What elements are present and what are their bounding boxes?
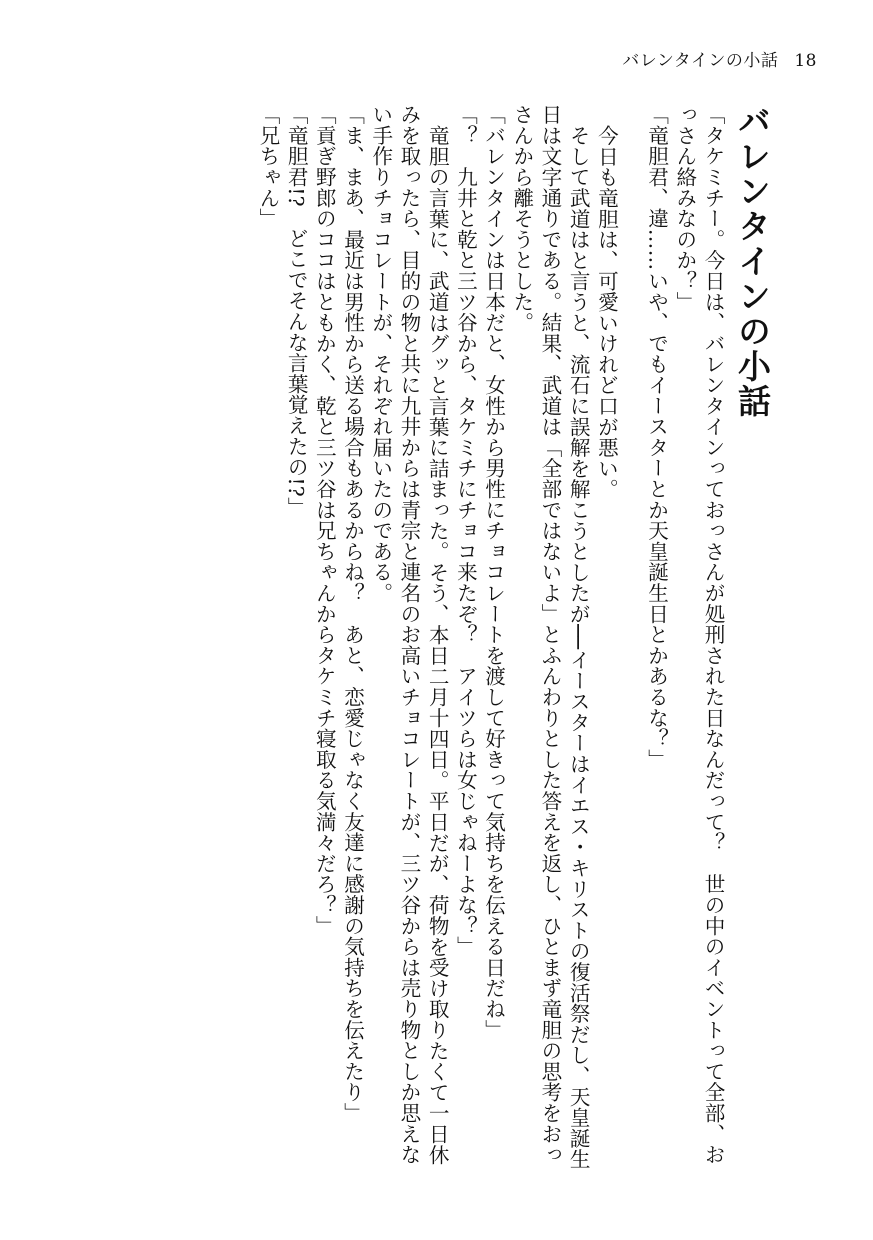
narration-paragraph: 竜胆の言葉に、武道はグッと言葉に詰まった。そう、本日二月十四日。平日だが、荷物を受け取りたくて一日休みを取ったら、目的の物と共に九井からは青宗と連名のお高いチョコレートが、三ツ谷からは売り物としか思えない手作りチョコレートが、それぞれ届いたのである。 [368, 104, 450, 1165]
running-header [622, 46, 817, 71]
dialogue-paragraph: 「バレンタインは日本だと、女性から男性にチョコレートを渡して好きって気持ちを伝える日だね」 [481, 104, 506, 1040]
dialogue-paragraph: 「貢ぎ野郎のココはともかく、乾と三ツ谷は兄ちゃんからタケミチ寝取る気満々だろ？」 [312, 104, 337, 936]
header-title: バレンタインの小話 [622, 51, 779, 71]
narration-paragraph: 今日も竜胆は、可愛いけれど口が悪い。 [594, 124, 619, 499]
dialogue-paragraph: 「竜胆君!? どこでそんな言葉覚えたの!?」 [284, 104, 309, 518]
page-number: 18 [794, 51, 817, 71]
dialogue-paragraph: 「タケミチー。今日は、バレンタインっておっさんが処刑された日なんだって？ 世の中のイベントって全部、おっさん絡みなのか？」 [672, 104, 725, 1165]
chapter-title: バレンタインの小話 [733, 104, 772, 419]
dialogue-paragraph: 「ま、まあ、最近は男性から送る場合もあるからね？ あと、恋愛じゃなく友達に感謝の気持ちを伝えたり」 [340, 104, 365, 1124]
dialogue-paragraph: 「？ 九井と乾と三ツ谷から、タケミチにチョコ来たぞ？ アイツらは女じゃねーよな？」 [453, 104, 478, 957]
narration-paragraph: そして武道はと言うと、流石に誤解を解こうとしたが──イースターはイエス・キリストの復活祭だし、天皇誕生日は文字通りである。結果、武道は「全部ではないよ」とふんわりとした答えを返し、ひとまず竜胆の思考をおっさんから離そうとした。 [509, 104, 591, 1169]
dialogue-paragraph: 「竜胆君、違……いや、でもイースターとか天皇誕生日とかあるな？」 [644, 104, 669, 770]
dialogue-paragraph: 「兄ちゃん」 [255, 104, 280, 229]
vertical-text-body [17, 104, 777, 1184]
